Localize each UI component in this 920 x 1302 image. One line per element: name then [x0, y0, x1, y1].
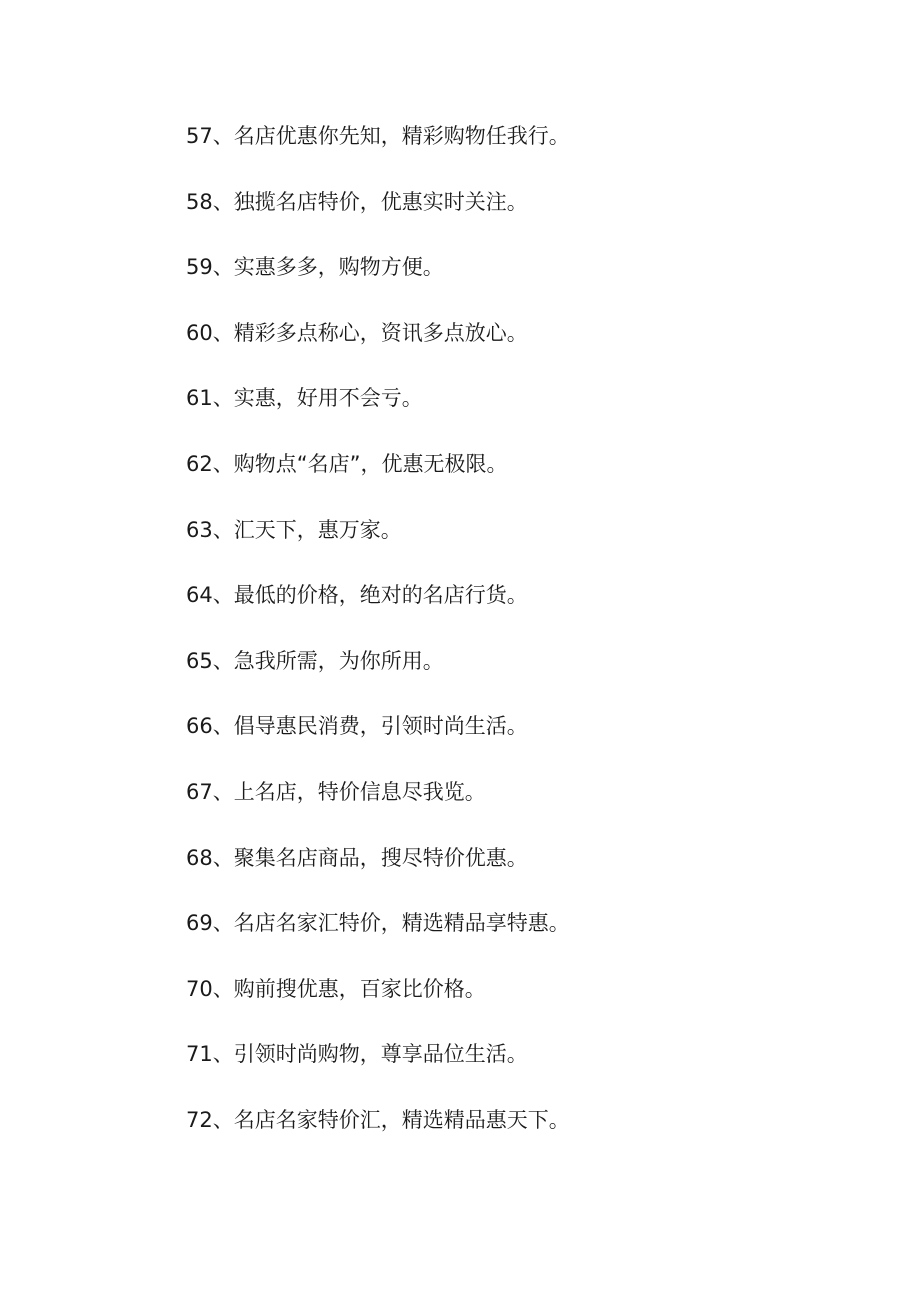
list-item: 65、急我所需，为你所用。 [186, 648, 444, 673]
list-item: 72、名店名家特价汇，精选精品惠天下。 [186, 1107, 570, 1132]
list-item: 58、独揽名店特价，优惠实时关注。 [186, 189, 528, 214]
list-item: 63、汇天下，惠万家。 [186, 517, 402, 542]
list-item: 64、最低的价格，绝对的名店行货。 [186, 583, 528, 608]
list-item: 67、上名店，特价信息尽我览。 [186, 779, 486, 804]
list-item: 66、倡导惠民消费，引领时尚生活。 [186, 714, 528, 739]
list-item: 59、实惠多多，购物方便。 [186, 255, 444, 280]
list-item: 60、精彩多点称心，资讯多点放心。 [186, 320, 528, 345]
list-item: 71、引领时尚购物，尊享品位生活。 [186, 1042, 528, 1067]
list-item: 62、购物点“名店”，优惠无极限。 [186, 451, 508, 476]
list-item: 61、实惠，好用不会亏。 [186, 386, 423, 411]
list-item: 57、名店优惠你先知，精彩购物任我行。 [186, 124, 570, 148]
slogan-list [186, 118, 570, 1168]
list-item: 69、名店名家汇特价，精选精品享特惠。 [186, 911, 570, 936]
list-item: 70、购前搜优惠，百家比价格。 [186, 976, 486, 1001]
list-item: 68、聚集名店商品，搜尽特价优惠。 [186, 845, 528, 870]
